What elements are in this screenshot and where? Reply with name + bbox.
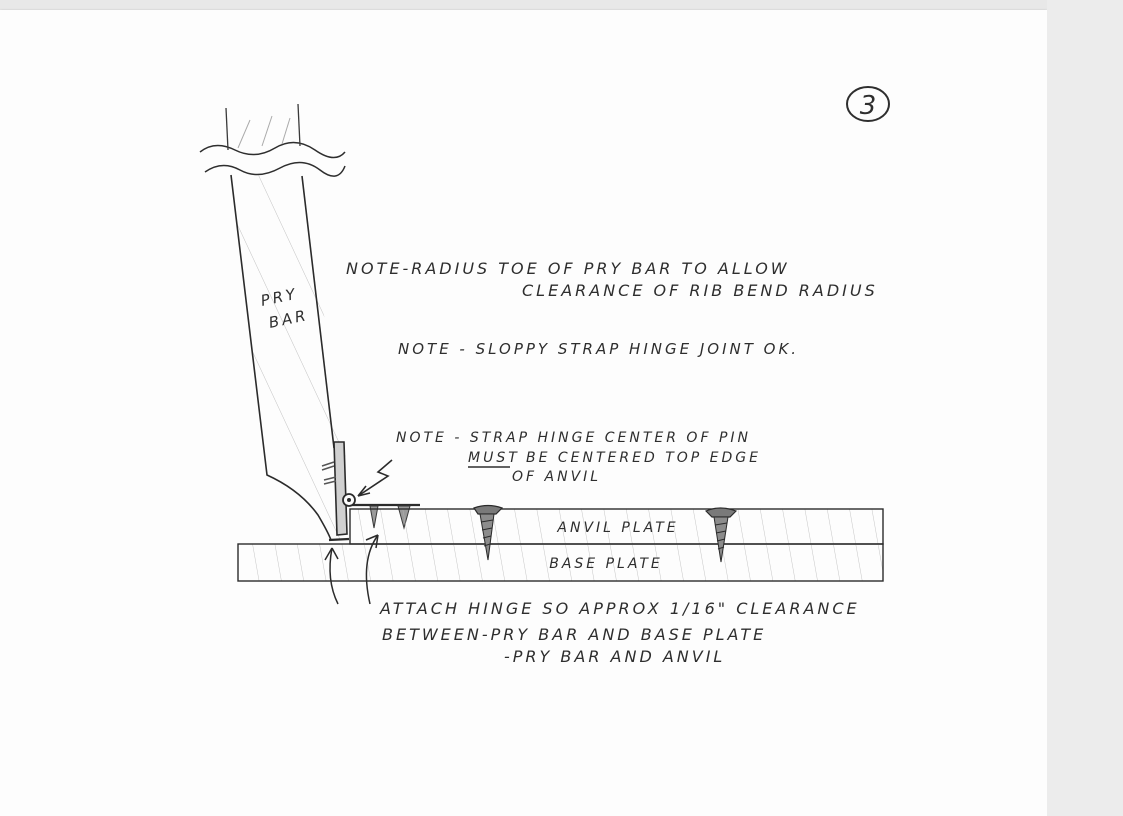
- hinge-vertical-leaf: [334, 442, 347, 535]
- page-number: 3: [859, 91, 877, 121]
- note-attach-line1: ATTACH HINGE SO APPROX 1/16" CLEARANCE: [380, 599, 860, 618]
- pry-bar-fill: [231, 175, 349, 540]
- note-attach-line2: BETWEEN-PRY BAR AND BASE PLATE: [382, 625, 767, 644]
- pry-bar-label-line2: BAR: [267, 305, 310, 332]
- base-plate-label: BASE PLATE: [549, 556, 663, 572]
- base-plate: [238, 544, 883, 581]
- note-hinge-line3: OF ANVIL: [512, 469, 602, 485]
- arrow-hinge-pin: [358, 460, 392, 496]
- note-radius-line1: NOTE-RADIUS TOE OF PRY BAR TO ALLOW: [346, 259, 790, 278]
- note-sloppy-hinge: NOTE - SLOPPY STRAP HINGE JOINT OK.: [398, 340, 800, 358]
- pry-bar-label-line1: PRY: [259, 284, 300, 310]
- note-hinge-must: MUST: [468, 450, 520, 466]
- break-line-top: [200, 142, 345, 157]
- note-radius-line2: CLEARANCE OF RIB BEND RADIUS: [522, 281, 878, 300]
- pry-bar: [200, 104, 349, 540]
- anvil-plate-label: ANVIL PLATE: [557, 520, 679, 536]
- note-hinge-line1: NOTE - STRAP HINGE CENTER OF PIN: [396, 430, 751, 446]
- page-number-badge: [847, 87, 889, 121]
- break-line-bottom: [205, 162, 345, 176]
- note-hinge-line2: BE CENTERED TOP EDGE: [526, 450, 761, 466]
- anvil-plate: [350, 509, 883, 544]
- note-attach-line3: -PRY BAR AND ANVIL: [504, 647, 726, 666]
